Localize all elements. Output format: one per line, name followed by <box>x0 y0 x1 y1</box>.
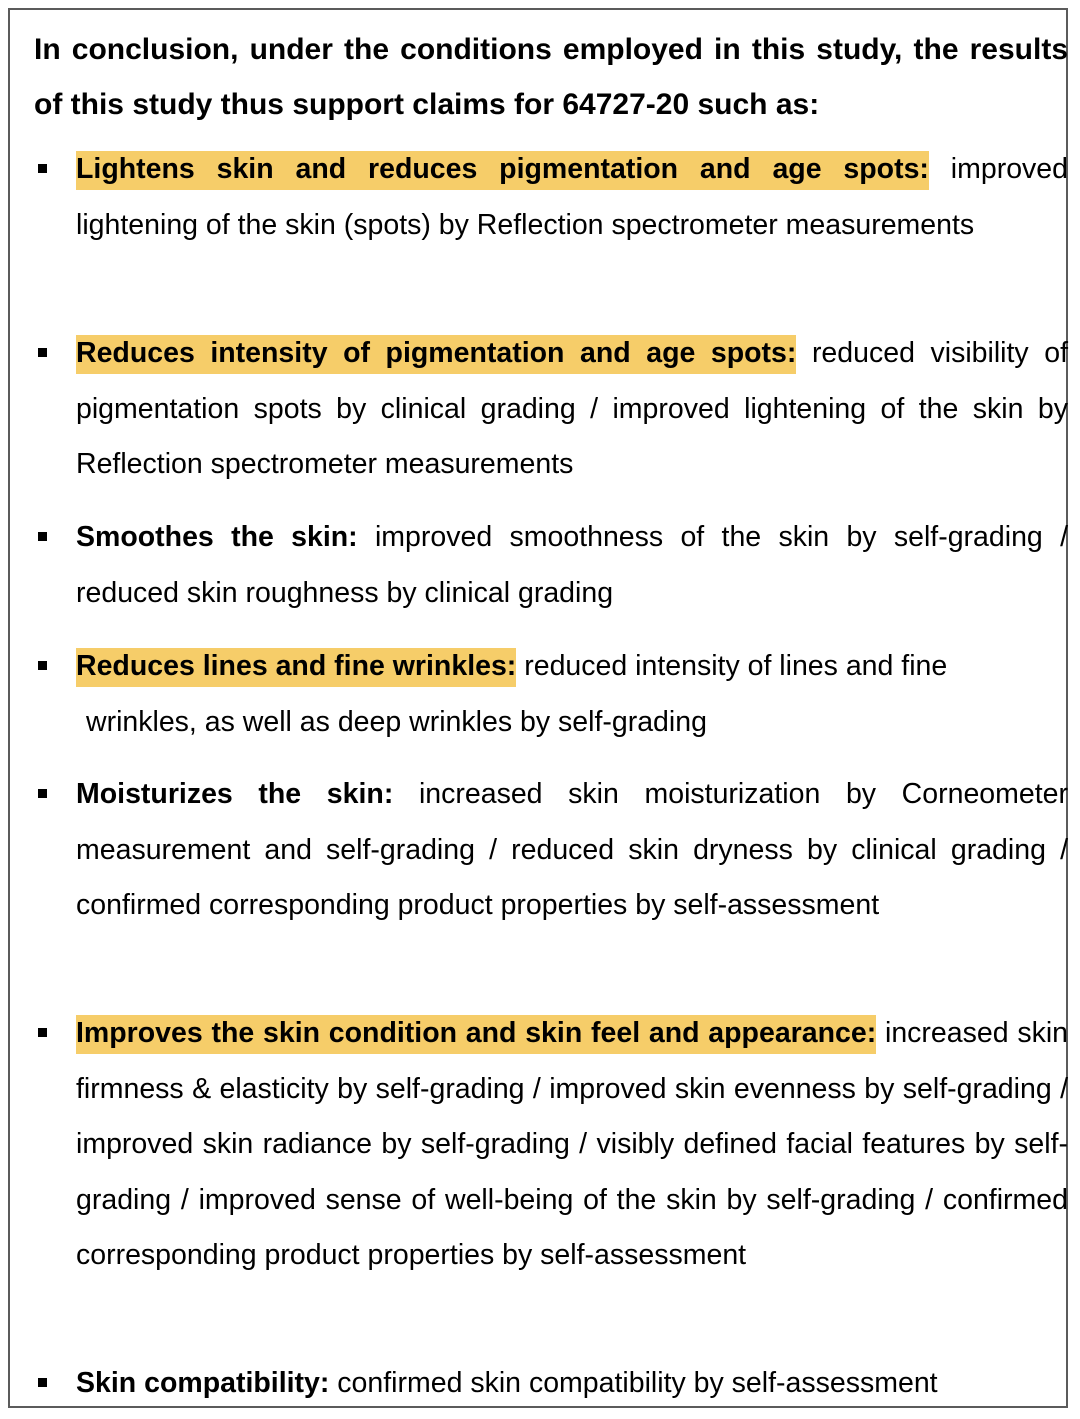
square-bullet-icon <box>38 789 47 798</box>
claim-text <box>76 142 1068 253</box>
claim-body: increased skin firmness & elasticity by self-grading / improved skin evenness by self-grading / improved skin radiance by self-grading / visibly defined facial features by self-grading / improved sense of well-being of the skin by self-grading / confirmed corresponding product properties by self-assessment <box>76 1017 1069 1271</box>
claim-item-skin-compatibility <box>34 1356 1068 1412</box>
conclusion-intro: In conclusion, under the conditions employed in this study, the results of this study thus support claims for 64727-20 such as: <box>34 33 1068 121</box>
claim-title: Lightens skin and reduces pigmentation and age spots: <box>76 151 929 190</box>
claim-body-continued: wrinkles, as well as deep wrinkles by self-grading <box>86 705 707 738</box>
square-bullet-icon <box>38 1028 47 1037</box>
square-bullet-icon <box>38 1378 47 1387</box>
claim-text <box>76 326 1068 493</box>
claim-text <box>76 639 1068 750</box>
claim-text <box>76 1356 1068 1412</box>
claim-text <box>76 1006 1068 1284</box>
claim-text <box>76 767 1068 934</box>
claim-item-reduces-wrinkles <box>34 639 1068 750</box>
claim-body: reduced visibility of pigmentation spots by clinical grading / improved lightening of the skin by Reflection spectrometer measurements <box>76 337 1068 480</box>
claim-body: reduced intensity of lines and fine <box>516 650 948 682</box>
claim-item-moisturizes <box>34 767 1068 934</box>
claim-title: Reduces lines and fine wrinkles: <box>76 648 516 687</box>
claim-body: improved lightening of the skin (spots) by Reflection spectrometer measurements <box>76 153 1068 241</box>
claim-item-lightens-skin <box>34 142 1068 253</box>
claim-item-improves-condition <box>34 1006 1068 1284</box>
square-bullet-icon <box>38 661 47 670</box>
square-bullet-icon <box>38 532 47 541</box>
claim-body: confirmed skin compatibility by self-assessment <box>329 1367 938 1399</box>
claim-item-smoothes-skin <box>34 510 1068 621</box>
claim-body: improved smoothness of the skin by self-grading / reduced skin roughness by clinical grading <box>76 521 1068 609</box>
claim-title: Improves the skin condition and skin feel and appearance: <box>76 1015 876 1054</box>
claim-title: Skin compatibility: <box>76 1367 330 1399</box>
square-bullet-icon <box>38 348 47 357</box>
claim-title: Smoothes the skin: <box>76 521 358 553</box>
claim-title: Moisturizes the skin: <box>76 778 394 810</box>
claim-body: increased skin moisturization by Corneometer measurement and self-grading / reduced skin dryness by clinical grading / confirmed corresponding product properties by self-assessment <box>76 778 1068 921</box>
claim-text <box>76 510 1068 621</box>
document-frame <box>8 8 1068 1408</box>
claim-item-reduces-intensity <box>34 326 1068 493</box>
square-bullet-icon <box>38 164 47 173</box>
claim-title: Reduces intensity of pigmentation and age spots: <box>76 335 796 374</box>
